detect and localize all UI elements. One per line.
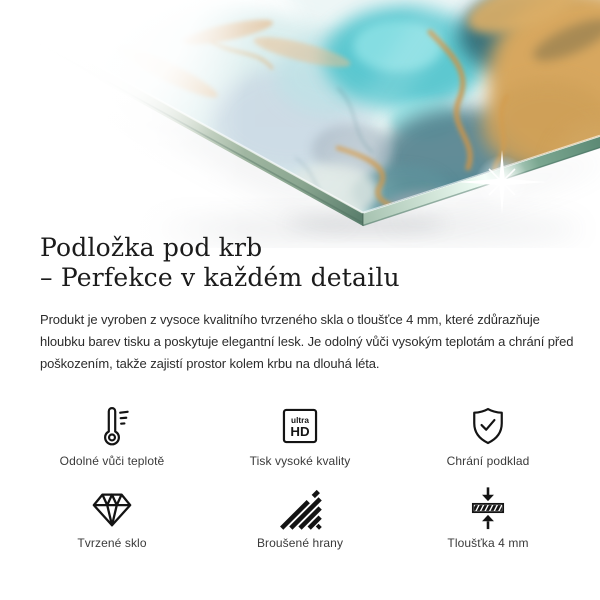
- diamond-icon: [89, 486, 135, 530]
- product-image: [0, 0, 600, 248]
- feature-label: Tvrzené sklo: [77, 536, 147, 550]
- thermometer-icon: [90, 404, 134, 448]
- features-grid: [18, 400, 582, 564]
- svg-text:HD: HD: [290, 424, 310, 440]
- feature-label: Chrání podklad: [446, 454, 530, 468]
- feature-tempered-glass: [18, 482, 206, 564]
- feature-label: Odolné vůči teplotě: [59, 454, 165, 468]
- feature-label: Tloušťka 4 mm: [447, 536, 529, 550]
- feature-label: Broušené hrany: [256, 536, 344, 550]
- feature-heat-resistance: [18, 400, 206, 482]
- corner-fade-radial: [0, 0, 320, 170]
- title-line-1: Podložka pod krb: [40, 233, 263, 262]
- glass-panel-image: [0, 0, 600, 248]
- thickness-4mm-icon: [466, 486, 510, 530]
- product-description: Produkt je vyroben z vysoce kvalitního tvrzeného skla o tloušťce 4 mm, které zdůrazňuje hloubku barev tisku a poskytuje elegantní lesk. Je odolný vůči vysokým teplotám a chrání před poškozením, takže zajistí prostor kolem krbu na dlouhá léta.: [40, 312, 574, 371]
- feature-ground-edges: [206, 482, 394, 564]
- svg-text:ultra: ultra: [291, 415, 309, 425]
- ultra-hd-icon: [278, 404, 322, 448]
- feature-protects-floor: [394, 400, 582, 482]
- shield-check-icon: [466, 404, 510, 448]
- title-line-2: – Perfekce v každém detailu: [40, 262, 400, 292]
- beveled-edges-icon: [278, 486, 322, 530]
- feature-print-quality: [206, 400, 394, 482]
- page-title: [40, 233, 400, 292]
- feature-thickness: [394, 482, 582, 564]
- feature-label: Tisk vysoké kvality: [249, 454, 351, 468]
